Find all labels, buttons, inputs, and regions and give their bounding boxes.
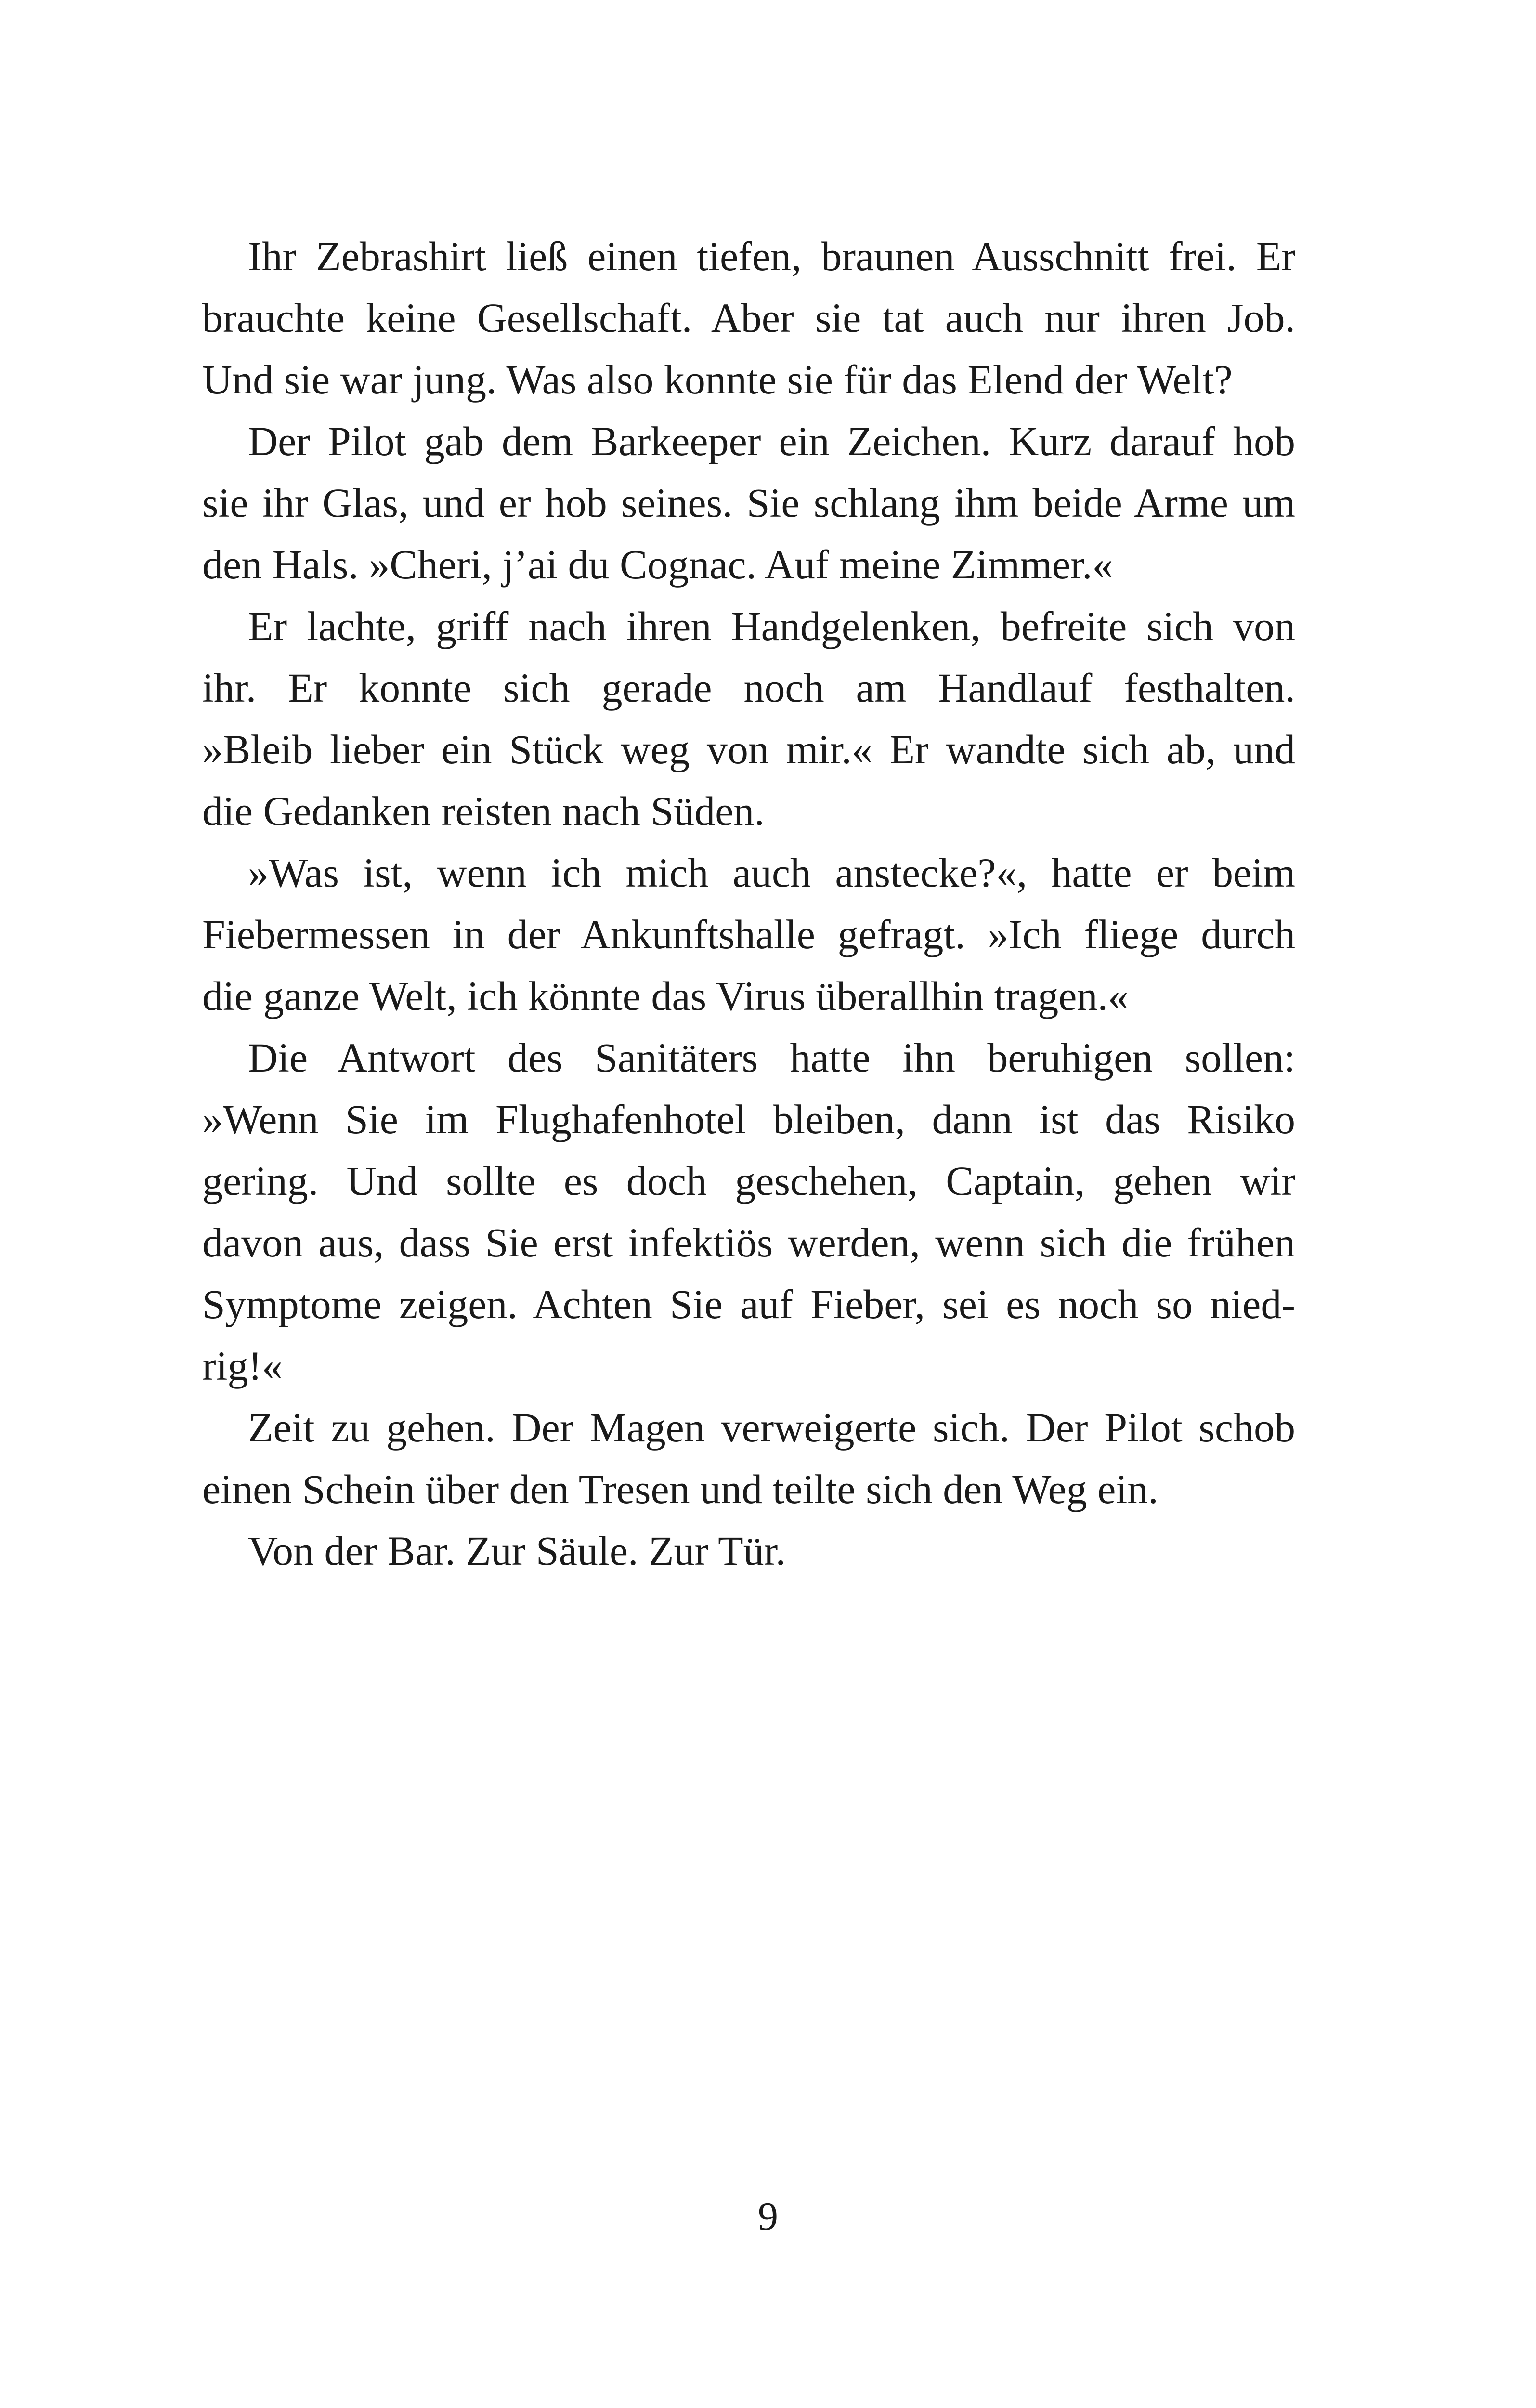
text-line: davon aus, dass Sie erst infektiös werden, wenn sich die frühen	[202, 1219, 1295, 1266]
text-line: »Bleib lieber ein Stück weg von mir.« Er wandte sich ab, und	[202, 726, 1295, 772]
body-text	[202, 225, 1295, 1582]
text-line: ihr. Er konnte sich gerade noch am Handlauf festhalten.	[202, 665, 1295, 711]
text-line: Der Pilot gab dem Barkeeper ein Zeichen. Kurz darauf hob	[248, 418, 1295, 464]
text-line: Von der Bar. Zur Säule. Zur Tür.	[248, 1528, 786, 1574]
text-line: Zeit zu gehen. Der Magen verweigerte sich. Der Pilot schob	[248, 1404, 1295, 1451]
text-line: die Gedanken reisten nach Süden.	[202, 788, 765, 834]
text-line: Er lachte, griff nach ihren Handgelenken, befreite sich von	[248, 603, 1295, 649]
text-line: brauchte keine Gesellschaft. Aber sie tat auch nur ihren Job.	[202, 295, 1295, 341]
text-line: Die Antwort des Sanitäters hatte ihn beruhigen sollen:	[248, 1034, 1295, 1081]
text-line: rig!«	[202, 1343, 283, 1389]
text-line: »Was ist, wenn ich mich auch anstecke?«, hatte er beim	[248, 850, 1295, 896]
text-line: Symptome zeigen. Achten Sie auf Fieber, sei es noch so nied-	[202, 1281, 1295, 1327]
text-line: Fiebermessen in der Ankunftshalle gefragt. »Ich fliege durch	[202, 911, 1295, 957]
text-line: Ihr Zebrashirt ließ einen tiefen, braunen Ausschnitt frei. Er	[248, 233, 1295, 279]
text-line: gering. Und sollte es doch geschehen, Captain, gehen wir	[202, 1158, 1295, 1204]
text-line: den Hals. »Cheri, j’ai du Cognac. Auf meine Zimmer.«	[202, 541, 1113, 588]
page-number: 9	[758, 2194, 778, 2239]
text-line: sie ihr Glas, und er hob seines. Sie schlang ihm beide Arme um	[202, 480, 1295, 526]
text-line: einen Schein über den Tresen und teilte sich den Weg ein.	[202, 1466, 1159, 1512]
text-line: »Wenn Sie im Flughafenhotel bleiben, dann ist das Risiko	[202, 1096, 1295, 1142]
text-line: die ganze Welt, ich könnte das Virus überallhin tragen.«	[202, 973, 1129, 1019]
text-line: Und sie war jung. Was also konnte sie für das Elend der Welt?	[202, 356, 1233, 403]
